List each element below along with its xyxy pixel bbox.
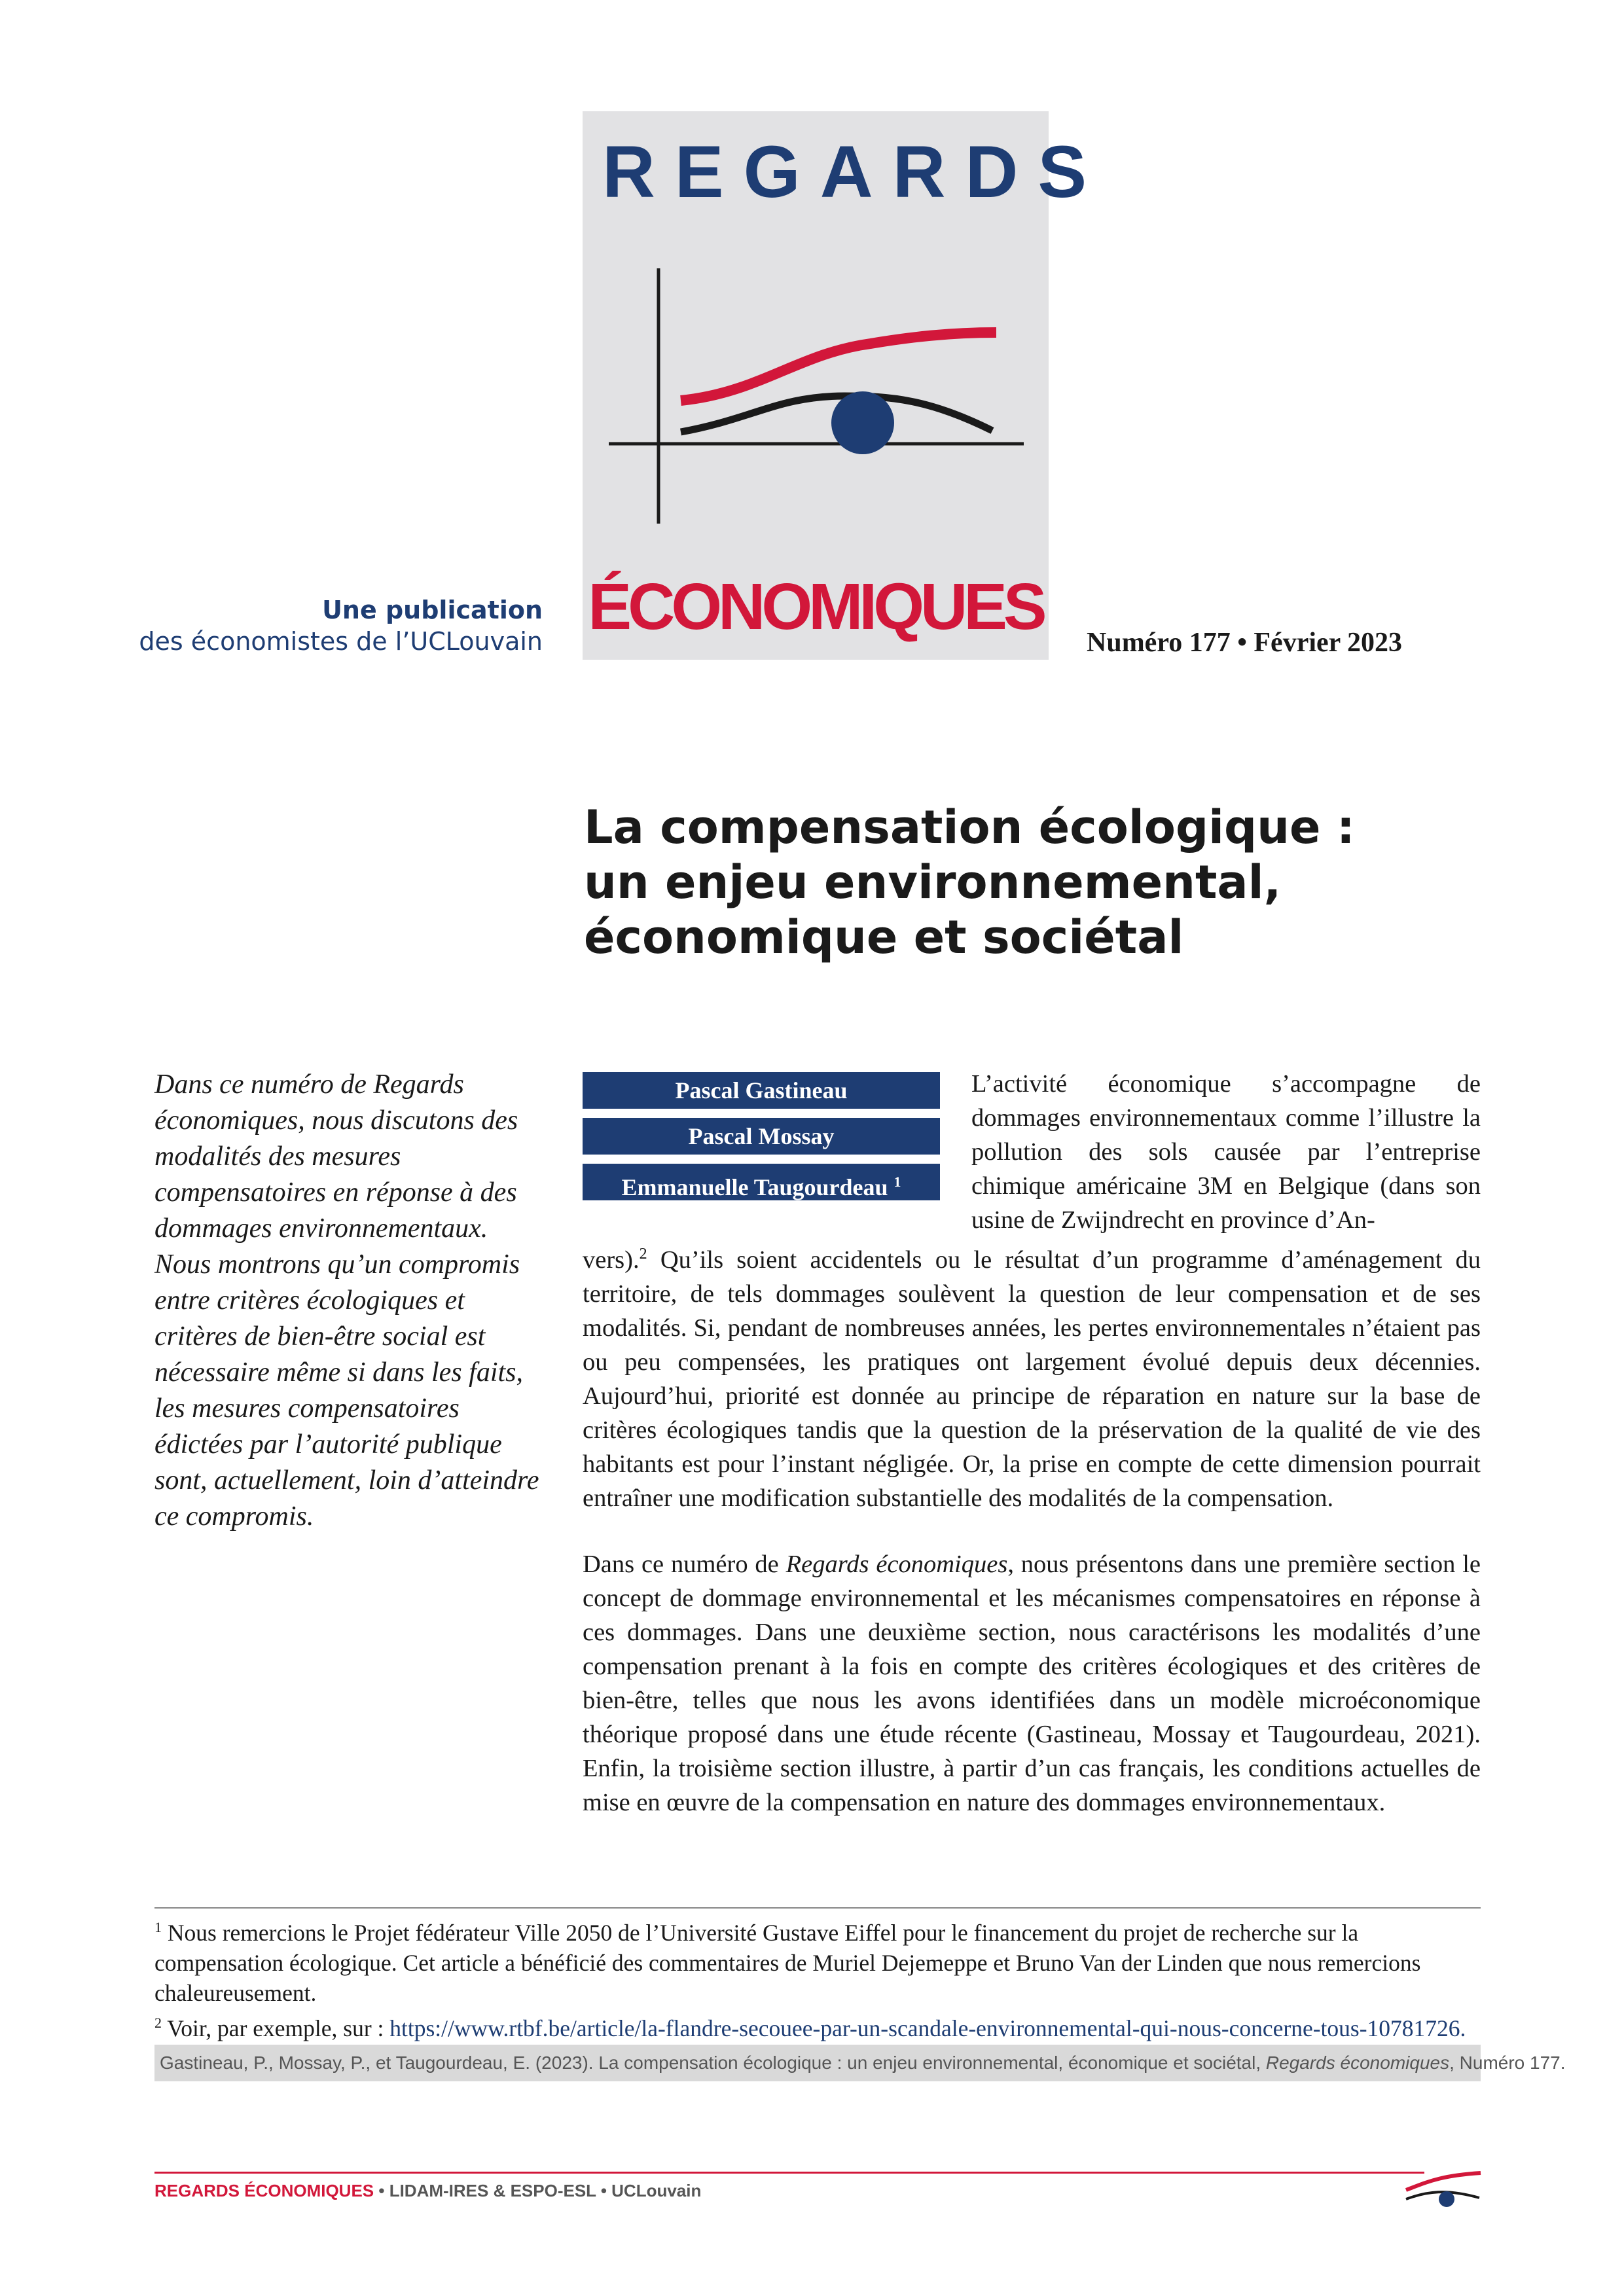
- intro-continued-start: vers).: [583, 1246, 640, 1274]
- footnote-1: [154, 1912, 1481, 2008]
- footnote-divider: [154, 1907, 1481, 1909]
- footer-affiliations: • LIDAM-IRES & ESPO-ESL • UCLouvain: [374, 2181, 702, 2200]
- issue-number: Numéro 177 • Février 2023: [1087, 628, 1403, 658]
- title-line-2: un enjeu environnemental,: [584, 855, 1282, 909]
- intro-paragraph-start: L’activité économique s’accompagne de dommages environnementaux comme l’illustre la pollution des sols causée par l’entreprise chimique américaine 3M en Belgique (dans son usine de Zwijndrecht en province d’An-: [971, 1070, 1481, 1234]
- article-title: [584, 800, 1355, 965]
- author-footnote-ref: 1: [893, 1174, 901, 1190]
- footnote-2-number: 2: [154, 2014, 162, 2031]
- author-badge: [583, 1118, 940, 1155]
- abstract: Dans ce numéro de Regards économiques, nous discutons des modalités des mesures compensatoires en réponse à des dommages environnementaux. Nous montrons qu’un compromis entre critères écologiques et critères de bien-être social est nécessaire même si dans les faits, les mesures compensatoires édictées par l’autorité publique sont, actuellement, loin d’atteindre ce compromis.: [154, 1069, 539, 1532]
- footnote-2-link[interactable]: https://www.rtbf.be/article/la-flandre-secouee-par-un-scandale-environnemental-qui-nous-concerne-tous-10781726.: [389, 2015, 1466, 2041]
- para2-start: Dans ce numéro de: [583, 1551, 786, 1578]
- logo-eye-graph-icon: [583, 249, 1049, 524]
- para2-rest: , nous présentons dans une première section le concept de dommage environnemental et les mécanismes compensatoires en réponse à ces dommages. Dans une deuxième section, nous caractérisons les modalités d’une compensation prenant à la fois en compte des critères écologiques et des critères de bien-être, telles que nous les avons identifiées dans un modèle microéconomique théorique proposé dans une étude récente (Gastineau, Mossay et Taugourdeau, 2021). Enfin, la troisième section illustre, à partir d’un cas français, les conditions actuelles de mise en œuvre de la compensation en nature des dommages environnementaux.: [583, 1551, 1481, 1816]
- footnote-2: [154, 2008, 1481, 2043]
- author-name: Emmanuelle Taugourdeau: [621, 1174, 888, 1200]
- footnote-ref-2: 2: [639, 1246, 647, 1263]
- footnote-1-number: 1: [154, 1919, 162, 1935]
- publisher-note: [139, 594, 543, 657]
- footnotes: [154, 1912, 1481, 2043]
- masthead-logo: [583, 111, 1107, 660]
- author-badge: [583, 1164, 940, 1200]
- author-name: Pascal Gastineau: [675, 1077, 848, 1103]
- publisher-line-1: Une publication: [322, 596, 543, 624]
- footnote-2-text: Voir, par exemple, sur :: [162, 2015, 390, 2041]
- title-line-3: économique et sociétal: [584, 910, 1184, 964]
- footnote-1-text: Nous remercions le Projet fédérateur Ville 2050 de l’Université Gustave Eiffel pour le financement du projet de recherche sur la compensation écologique. Cet article a bénéficié des commentaires de Muriel Dejemeppe et Bruno Van der Linden que nous remercions chaleureusement.: [154, 1919, 1421, 2006]
- citation-bar: [154, 2045, 1566, 2081]
- author-list: [583, 1072, 940, 1210]
- title-line-1: La compensation écologique :: [584, 800, 1355, 854]
- author-name: Pascal Mossay: [688, 1123, 835, 1149]
- footer-brand: REGARDS ÉCONOMIQUES: [154, 2181, 374, 2200]
- intro-continued-rest: Qu’ils soient accidentels ou le résultat d’un programme d’aménagement du territoire, de tels dommages soulèvent la question de leur compensation et de ses modalités. Si, pendant de nombreuses années, les pertes environnementales n’étaient pas ou peu compensées, les pratiques ont largement évolué depuis deux décennies. Aujourd’hui, priorité est donnée au principe de réparation en nature sur la base de critères écologiques tandis que la question de la préservation de la qualité de vie des habitants est pour l’instant négligée. Or, la prise en compte de cette dimension pourrait entraîner une modification substantielle des modalités de la compensation.: [583, 1246, 1481, 1512]
- citation-publication: Regards économiques: [1265, 2053, 1450, 2073]
- publisher-line-2: des économistes de l’UCLouvain: [139, 627, 543, 656]
- para2-publication-name: Regards économiques: [785, 1551, 1008, 1578]
- citation-start: Gastineau, P., Mossay, P., et Taugourdeau, E. (2023). La compensation écologique : un enjeu environnemental, économique et sociétal,: [160, 2053, 1266, 2073]
- intro-paragraph-continued: [583, 1237, 1481, 1515]
- citation-end: , Numéro 177.: [1449, 2053, 1566, 2073]
- author-badge: [583, 1072, 940, 1109]
- page-footer: [154, 2181, 701, 2201]
- second-paragraph: [583, 1547, 1481, 1820]
- logo-wordmark-top: REGARDS: [602, 131, 1107, 213]
- footer-eye-logo-icon: [1401, 2168, 1486, 2214]
- footer-divider: [154, 2172, 1424, 2174]
- logo-wordmark-bottom: ÉCONOMIQUES: [588, 570, 1043, 643]
